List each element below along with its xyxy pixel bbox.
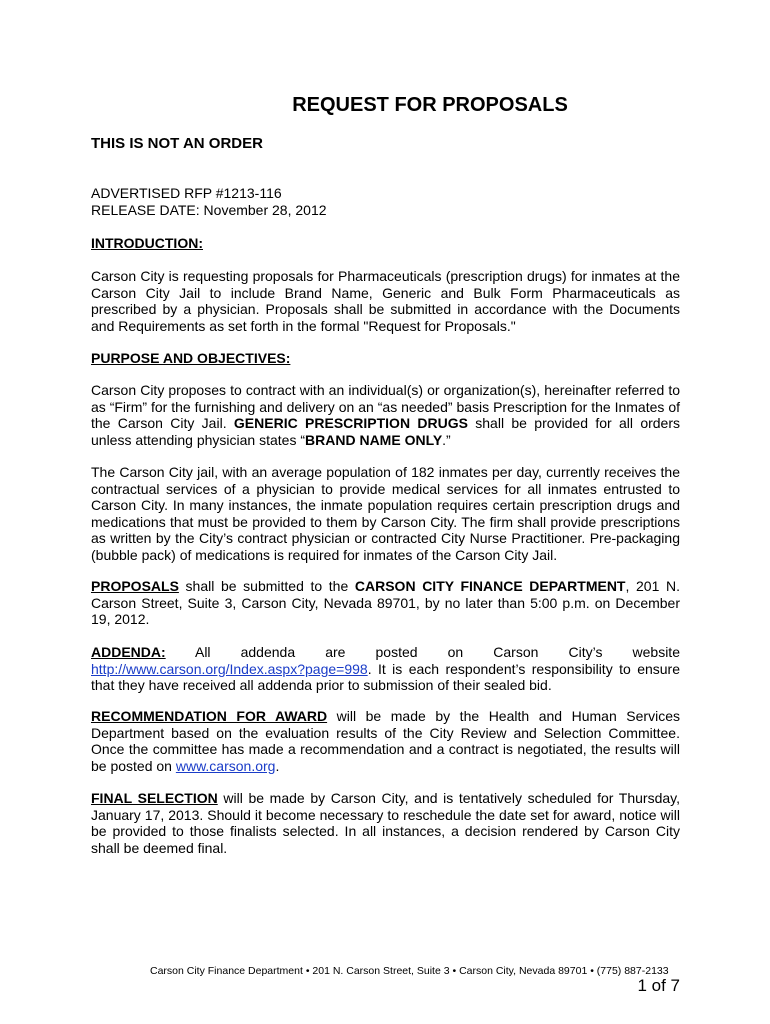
introduction-heading: INTRODUCTION: bbox=[91, 235, 203, 251]
addenda-paragraph: ADDENDA: All addenda are posted on Carson City’s website http://www.carson.org/Index.aspx?page=998. It is each respondent’s responsibility to ensure that they have received all addenda prior to submission of their sealed bid. bbox=[91, 644, 680, 693]
rfp-meta bbox=[91, 185, 327, 219]
addenda-label: ADDENDA: bbox=[91, 644, 166, 660]
addenda-link[interactable]: http://www.carson.org/Index.aspx?page=998 bbox=[91, 660, 368, 677]
rfp-number: ADVERTISED RFP #1213-116 bbox=[91, 185, 282, 201]
proposals-paragraph: PROPOSALS shall be submitted to the CARSON CITY FINANCE DEPARTMENT, 201 N. Carson Street, Suite 3, Carson City, Nevada 89701, by no later than 5:00 p.m. on December 19, 2012. bbox=[91, 578, 680, 627]
purpose-heading: PURPOSE AND OBJECTIVES: bbox=[91, 350, 291, 366]
final-selection-paragraph: FINAL SELECTION will be made by Carson City, and is tentatively scheduled for Thursday, January 17, 2013. Should it become necessary to reschedule the date set for award, notice will be provided to those finalists selected. In all instances, a decision rendered by Carson City shall be deemed final. bbox=[91, 790, 681, 856]
purpose-paragraph-1: Carson City proposes to contract with an individual(s) or organization(s), hereinafter referred to as “Firm” for the furnishing and delivery on an “as needed” basis Prescription for the Inmates of the Carson City Jail. GENERIC PRESCRIPTION DRUGS shall be provided for all orders unless attending physician states “BRAND NAME ONLY.” bbox=[91, 382, 680, 448]
purpose-paragraph-2: The Carson City jail, with an average population of 182 inmates per day, currently receives the contractual services of a physician to provide medical services for all inmates entrusted to Carson City. In many instances, the inmate population requires certain prescription drugs and medications that must be provided to them by Carson City. The firm shall provide prescriptions as written by the City’s contract physician or contracted City Nurse Practitioner. Pre-packaging (bubble pack) of medications is required for inmates of the Carson City Jail. bbox=[91, 464, 680, 563]
recommendation-label: RECOMMENDATION FOR AWARD bbox=[91, 708, 328, 724]
release-date: RELEASE DATE: November 28, 2012 bbox=[91, 202, 327, 218]
carson-website-link[interactable]: www.carson.org bbox=[175, 757, 276, 774]
introduction-paragraph: Carson City is requesting proposals for Pharmaceuticals (prescription drugs) for inmates at the Carson City Jail to include Brand Name, Generic and Bulk Form Pharmaceuticals as prescribed by a physician. Proposals shall be submitted in accordance with the Documents and Requirements as set forth in the formal "Request for Proposals." bbox=[91, 268, 680, 334]
page-footer: Carson City Finance Department • 201 N. Carson Street, Suite 3 • Carson City, Nevada 89701 • (775) 887-2133 bbox=[150, 965, 669, 977]
proposals-label: PROPOSALS bbox=[91, 578, 179, 594]
final-selection-label: FINAL SELECTION bbox=[91, 790, 218, 806]
recommendation-paragraph: RECOMMENDATION FOR AWARD will be made by the Health and Human Services Department based on the evaluation results of the City Review and Selection Committee. Once the committee has made a recommendation and a contract is negotiated, the results will be posted on www.carson.org. bbox=[91, 708, 680, 774]
document-title: REQUEST FOR PROPOSALS bbox=[292, 94, 568, 116]
page-number: 1 of 7 bbox=[637, 976, 680, 995]
document-subtitle: THIS IS NOT AN ORDER bbox=[91, 135, 263, 152]
